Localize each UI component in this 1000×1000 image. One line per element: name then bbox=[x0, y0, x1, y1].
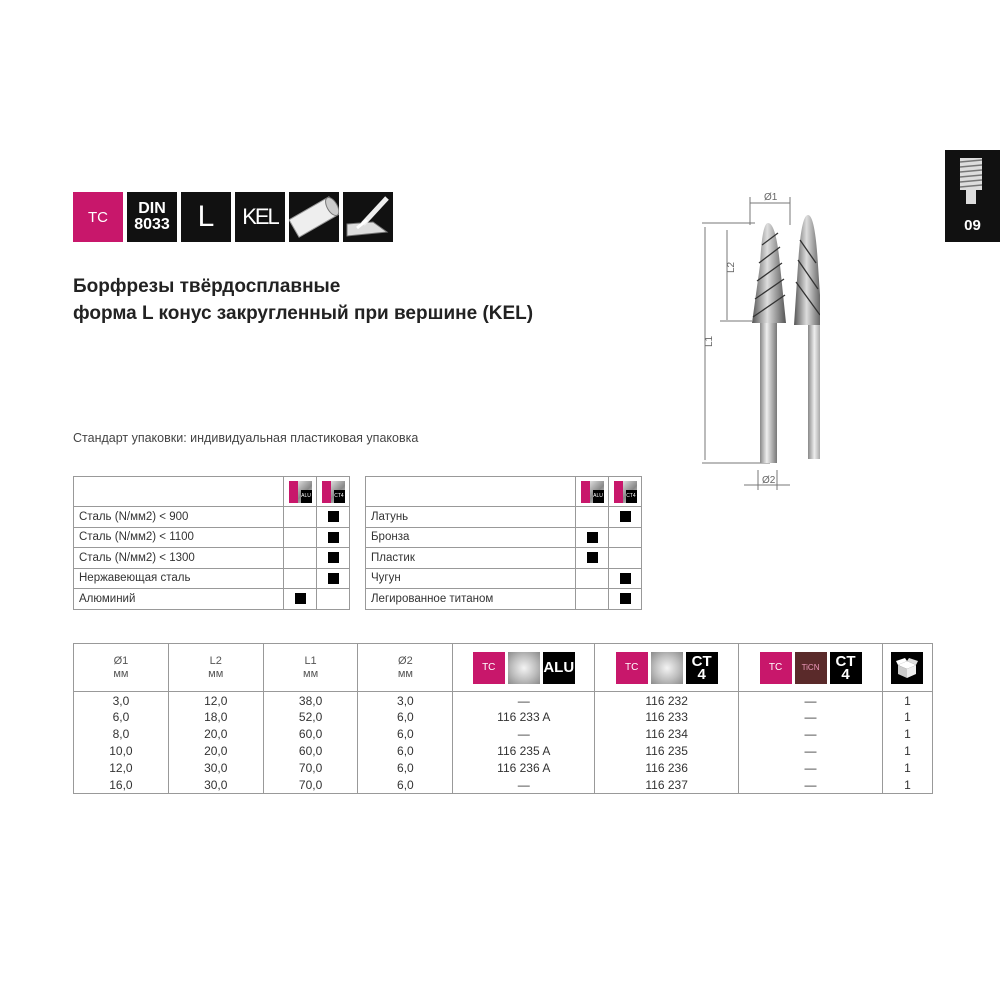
property-icon-row bbox=[73, 192, 393, 242]
chapter-number: 09 bbox=[964, 217, 981, 234]
cell-d1: 6,0 bbox=[74, 709, 169, 726]
cell-ct4: 116 237 bbox=[595, 777, 739, 794]
title-line-1: Борфрезы твёрдосплавные bbox=[73, 276, 341, 297]
uncoated-swatch bbox=[651, 652, 683, 684]
material-row bbox=[74, 568, 350, 589]
material-row bbox=[74, 507, 350, 528]
cell-d1: 16,0 bbox=[74, 777, 169, 794]
burr-tab-icon bbox=[945, 150, 1000, 210]
cell-l1: 60,0 bbox=[263, 743, 358, 760]
material-label: Бронза bbox=[366, 527, 576, 548]
alu-suitability-cell bbox=[284, 568, 317, 589]
cell-pack: 1 bbox=[882, 777, 932, 794]
material-label: Сталь (N/мм2) < 900 bbox=[74, 507, 284, 528]
l2-dimension-label: L2 bbox=[726, 261, 737, 273]
header-l1: L1 мм bbox=[263, 644, 358, 692]
product-table bbox=[73, 643, 933, 794]
d2-dimension-label: Ø2 bbox=[762, 475, 776, 486]
table-row bbox=[74, 726, 933, 743]
kel-label: KEL bbox=[242, 204, 278, 229]
cell-d1: 12,0 bbox=[74, 760, 169, 777]
tc-badge: TC bbox=[616, 652, 648, 684]
cell-l1: 52,0 bbox=[263, 709, 358, 726]
alu-mini-badge: ALU bbox=[284, 477, 317, 507]
grinding-icon bbox=[343, 192, 393, 242]
cell-d2: 3,0 bbox=[358, 692, 453, 709]
cell-ct4: 116 233 bbox=[595, 709, 739, 726]
material-row bbox=[366, 568, 642, 589]
suitable-mark bbox=[328, 511, 339, 522]
material-row bbox=[74, 548, 350, 569]
header-alu bbox=[453, 644, 595, 692]
cell-alu: — bbox=[453, 726, 595, 743]
alu-suitability-cell bbox=[576, 527, 609, 548]
cell-l2: 20,0 bbox=[168, 726, 263, 743]
cell-d1: 3,0 bbox=[74, 692, 169, 709]
ct4-suitability-cell bbox=[317, 568, 350, 589]
materials-table-right bbox=[365, 476, 642, 610]
table-row bbox=[74, 743, 933, 760]
din-label: DIN bbox=[138, 200, 166, 217]
alu-suitability-cell bbox=[284, 507, 317, 528]
material-label: Чугун bbox=[366, 568, 576, 589]
alu-mini-badge: ALU bbox=[576, 477, 609, 507]
package-box-icon bbox=[891, 652, 923, 684]
material-row bbox=[366, 589, 642, 610]
material-row bbox=[366, 527, 642, 548]
title-line-2: форма L конус закругленный при вершине (KEL) bbox=[73, 303, 534, 324]
suitable-mark bbox=[587, 552, 598, 563]
cell-ticn: — bbox=[739, 760, 883, 777]
din-number: 8033 bbox=[134, 216, 170, 233]
ct4-suitability-cell bbox=[609, 527, 642, 548]
header-d1: Ø1 мм bbox=[74, 644, 169, 692]
kel-badge bbox=[235, 192, 285, 242]
material-row bbox=[74, 589, 350, 610]
suitable-mark bbox=[620, 573, 631, 584]
cell-d2: 6,0 bbox=[358, 760, 453, 777]
tc-badge bbox=[73, 192, 123, 242]
header-ct4 bbox=[595, 644, 739, 692]
ct4-badge: CT 4 bbox=[686, 652, 718, 684]
ct4-suitability-cell bbox=[609, 568, 642, 589]
material-label: Легированное титаном bbox=[366, 589, 576, 610]
cell-ticn: — bbox=[739, 743, 883, 760]
page-title bbox=[73, 273, 533, 327]
cell-ct4: 116 234 bbox=[595, 726, 739, 743]
cell-l2: 20,0 bbox=[168, 743, 263, 760]
suitable-mark bbox=[620, 593, 631, 604]
uncoated-swatch bbox=[508, 652, 540, 684]
material-label: Латунь bbox=[366, 507, 576, 528]
shank-icon bbox=[289, 192, 339, 242]
cell-d2: 6,0 bbox=[358, 743, 453, 760]
chapter-tab bbox=[945, 150, 1000, 242]
cell-pack: 1 bbox=[882, 726, 932, 743]
alu-suitability-cell bbox=[576, 568, 609, 589]
ct4-suitability-cell bbox=[609, 589, 642, 610]
material-label: Алюминий bbox=[74, 589, 284, 610]
suitable-mark bbox=[295, 593, 306, 604]
material-label: Пластик bbox=[366, 548, 576, 569]
cell-ticn: — bbox=[739, 726, 883, 743]
cell-ct4: 116 232 bbox=[595, 692, 739, 709]
material-row bbox=[366, 548, 642, 569]
ct4-mini-badge: CT4 bbox=[609, 477, 642, 507]
ct4-suitability-cell bbox=[317, 589, 350, 610]
suitable-mark bbox=[328, 552, 339, 563]
materials-table-left bbox=[73, 476, 350, 610]
material-label: Нержавеющая сталь bbox=[74, 568, 284, 589]
cell-ct4: 116 236 bbox=[595, 760, 739, 777]
cell-alu: — bbox=[453, 777, 595, 794]
cell-l2: 18,0 bbox=[168, 709, 263, 726]
header-packaging bbox=[882, 644, 932, 692]
alu-suitability-cell bbox=[576, 548, 609, 569]
ct4-suitability-cell bbox=[317, 527, 350, 548]
alu-badge: ALU bbox=[543, 652, 575, 684]
cell-ct4: 116 235 bbox=[595, 743, 739, 760]
material-label: Сталь (N/мм2) < 1100 bbox=[74, 527, 284, 548]
alu-suitability-cell bbox=[284, 527, 317, 548]
cell-d2: 6,0 bbox=[358, 777, 453, 794]
cell-l2: 12,0 bbox=[168, 692, 263, 709]
cell-l2: 30,0 bbox=[168, 760, 263, 777]
alu-suitability-cell bbox=[284, 548, 317, 569]
suitable-mark bbox=[620, 511, 631, 522]
packing-standard-text: Стандарт упаковки: индивидуальная пластиковая упаковка bbox=[73, 431, 419, 445]
cell-alu: 116 235 A bbox=[453, 743, 595, 760]
suitable-mark bbox=[587, 532, 598, 543]
cell-pack: 1 bbox=[882, 743, 932, 760]
cell-l1: 60,0 bbox=[263, 726, 358, 743]
cell-ticn: — bbox=[739, 692, 883, 709]
ct4-suitability-cell bbox=[609, 548, 642, 569]
table-row bbox=[74, 777, 933, 794]
ct4-mini-badge: CT4 bbox=[317, 477, 350, 507]
cell-pack: 1 bbox=[882, 760, 932, 777]
table-row bbox=[74, 709, 933, 726]
din-badge bbox=[127, 192, 177, 242]
material-row bbox=[74, 527, 350, 548]
cell-ticn: — bbox=[739, 709, 883, 726]
cell-d2: 6,0 bbox=[358, 709, 453, 726]
material-label: Сталь (N/мм2) < 1300 bbox=[74, 548, 284, 569]
suitable-mark bbox=[328, 573, 339, 584]
alu-suitability-cell bbox=[576, 589, 609, 610]
shape-label: L bbox=[197, 200, 215, 233]
cell-d2: 6,0 bbox=[358, 726, 453, 743]
cell-pack: 1 bbox=[882, 692, 932, 709]
product-drawing bbox=[690, 185, 820, 495]
material-row bbox=[366, 507, 642, 528]
tc-label: TC bbox=[88, 208, 108, 226]
cell-pack: 1 bbox=[882, 709, 932, 726]
cell-d1: 10,0 bbox=[74, 743, 169, 760]
cell-l1: 38,0 bbox=[263, 692, 358, 709]
cell-l2: 30,0 bbox=[168, 777, 263, 794]
cell-l1: 70,0 bbox=[263, 760, 358, 777]
d1-dimension-label: Ø1 bbox=[764, 192, 778, 203]
header-d2: Ø2 мм bbox=[358, 644, 453, 692]
shape-badge bbox=[181, 192, 231, 242]
table-row bbox=[74, 692, 933, 709]
cell-d1: 8,0 bbox=[74, 726, 169, 743]
suitable-mark bbox=[328, 532, 339, 543]
ct4-suitability-cell bbox=[609, 507, 642, 528]
alu-suitability-cell bbox=[576, 507, 609, 528]
table-row bbox=[74, 760, 933, 777]
tc-badge: TC bbox=[760, 652, 792, 684]
cell-alu: 116 233 A bbox=[453, 709, 595, 726]
cell-l1: 70,0 bbox=[263, 777, 358, 794]
cell-ticn: — bbox=[739, 777, 883, 794]
alu-suitability-cell bbox=[284, 589, 317, 610]
cell-alu: — bbox=[453, 692, 595, 709]
ct4-suitability-cell bbox=[317, 548, 350, 569]
header-ticn bbox=[739, 644, 883, 692]
tc-badge: TC bbox=[473, 652, 505, 684]
l1-dimension-label: L1 bbox=[704, 335, 715, 347]
cell-alu: 116 236 A bbox=[453, 760, 595, 777]
ct4-badge: CT 4 bbox=[830, 652, 862, 684]
ticn-coating-badge: TiCN bbox=[795, 652, 827, 684]
header-l2: L2 мм bbox=[168, 644, 263, 692]
ct4-suitability-cell bbox=[317, 507, 350, 528]
